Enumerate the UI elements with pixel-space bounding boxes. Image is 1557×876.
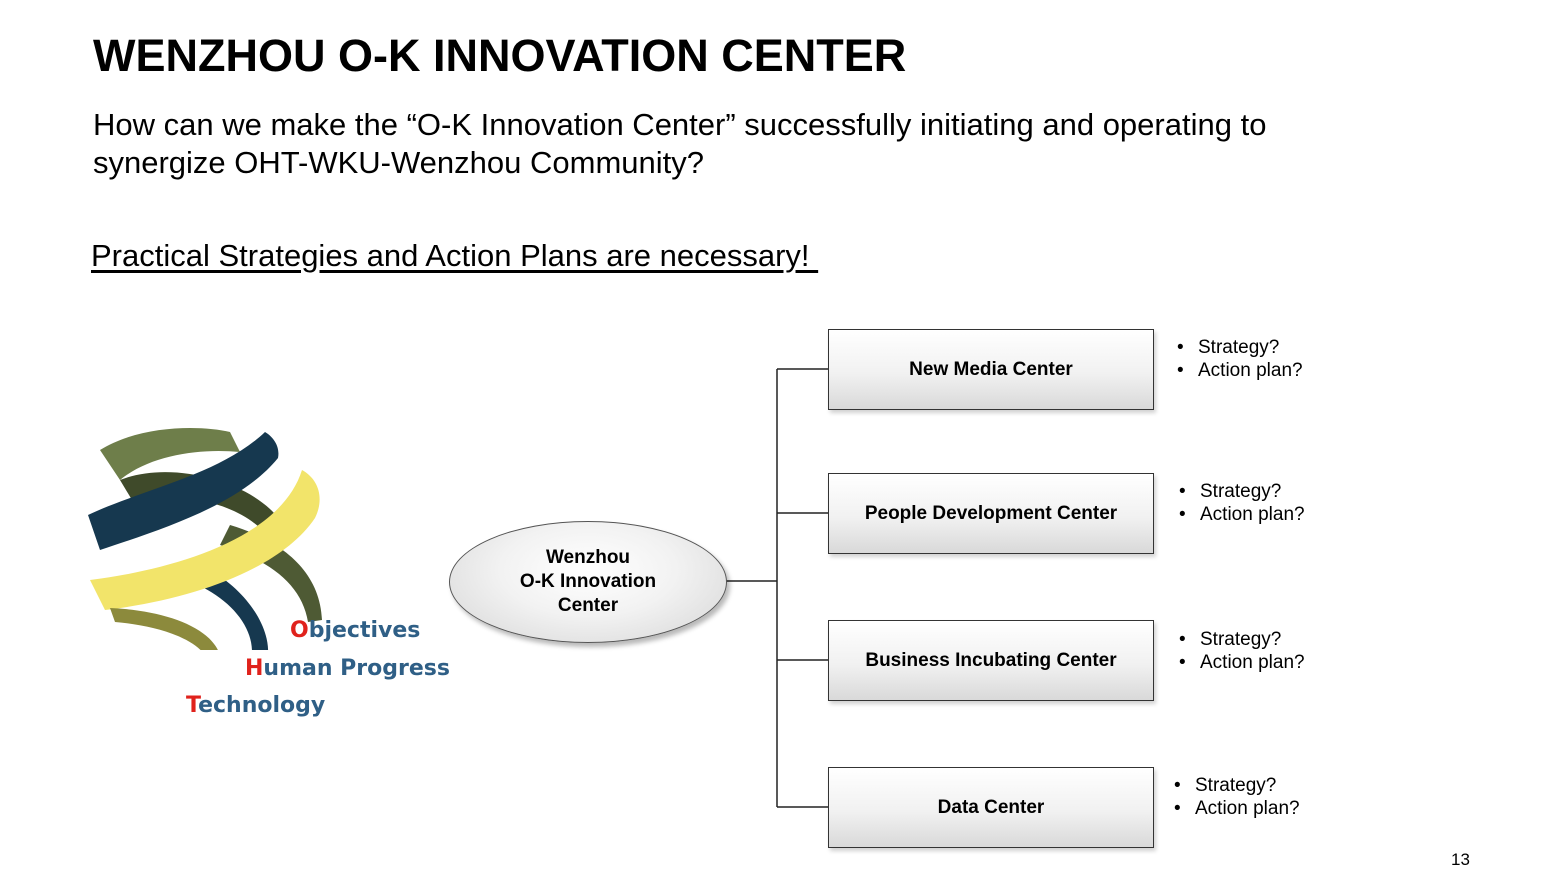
root-line-3: Center xyxy=(557,595,619,616)
logo-rest-technology: echnology xyxy=(198,693,326,718)
logo-rest-objectives: bjectives xyxy=(308,618,421,643)
bullets-data-center xyxy=(1171,774,1300,820)
bullet-item: • Action plan? xyxy=(1176,503,1305,526)
slide-title: WENZHOU O-K INNOVATION CENTER xyxy=(93,30,907,81)
bullet-item: • Action plan? xyxy=(1174,359,1303,382)
logo-rest-human-progress: uman Progress xyxy=(263,656,450,681)
bullets-business-incubating-center xyxy=(1176,628,1305,674)
slide-question: How can we make the “O-K Innovation Center” successfully initiating and operating to synergize OHT-WKU-Wenzhou Community? xyxy=(93,107,1267,180)
root-node-ok-innovation-center xyxy=(449,521,727,643)
bullets-new-media-center xyxy=(1174,336,1303,382)
logo-initial-t: T xyxy=(186,693,199,718)
callout-text: Practical Strategies and Action Plans are necessary! xyxy=(91,238,819,273)
branch-box-data-center: Data Center xyxy=(828,767,1154,848)
branch-box-new-media-center: New Media Center xyxy=(828,329,1154,410)
branch-box-people-development-center: People Development Center xyxy=(828,473,1154,554)
bullet-item: • Strategy? xyxy=(1176,480,1305,503)
bullet-item: • Strategy? xyxy=(1171,774,1300,797)
logo-initial-o: O xyxy=(290,618,309,643)
bullet-item: • Action plan? xyxy=(1171,797,1300,820)
bullet-item: • Strategy? xyxy=(1176,628,1305,651)
bullets-people-development-center xyxy=(1176,480,1305,526)
logo-initial-h: H xyxy=(245,656,264,681)
bullet-item: • Strategy? xyxy=(1174,336,1303,359)
root-line-1: Wenzhou xyxy=(545,547,631,568)
page-number: 13 xyxy=(1451,850,1470,869)
root-line-2: O-K Innovation xyxy=(519,571,657,592)
branch-box-business-incubating-center: Business Incubating Center xyxy=(828,620,1154,701)
bullet-item: • Action plan? xyxy=(1176,651,1305,674)
